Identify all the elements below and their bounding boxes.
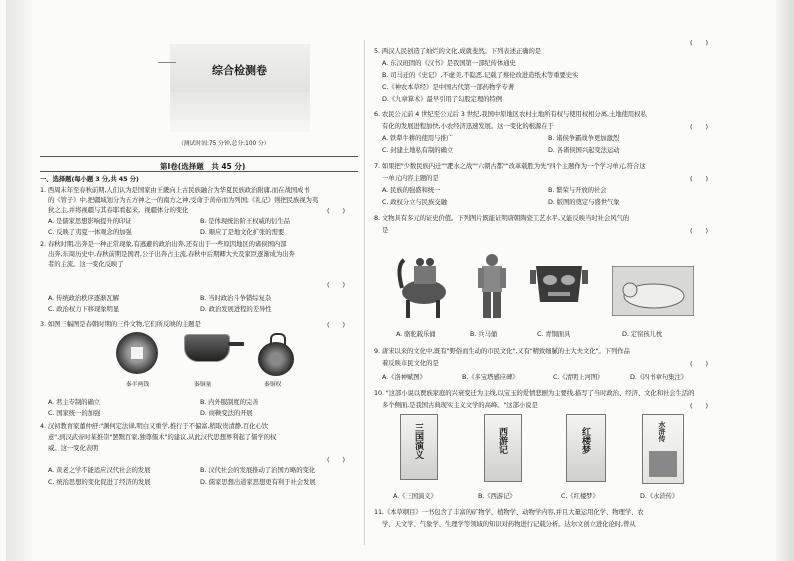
q2-line-1: 2. 春秋时期,出奔是一种正常现象,有逃避的政治出奔,还有出于一些原因地区的诸侯国内部 xyxy=(40,240,287,248)
q1-option-a: A. 是儒家思想影响提升的印证 xyxy=(48,217,132,225)
q4-line-2: 意",到汉武帝时某推崇"罢黜百家,独尊儒术"的建议,从此汉代思想界利起了儒学的权 xyxy=(48,433,277,441)
section-heading: 第Ⅰ卷(选择题 共 45 分) xyxy=(160,162,246,171)
q9-option-b: B.《多宝塔感应碑》 xyxy=(462,373,519,381)
q8-caption-c: C. 青铜面具 xyxy=(537,330,571,338)
book-cover-shuihu xyxy=(642,414,684,484)
q1-option-d: D. 顺应了是地文化扩张的需要 xyxy=(200,228,285,236)
camel-figurine-image xyxy=(396,252,452,320)
qin-measure-image xyxy=(184,334,230,362)
q7-line-2: 一单元内容主题的是 xyxy=(382,174,439,182)
q7-answer-blank: ( ) xyxy=(690,175,709,183)
q4-option-c: C. 统治思想的变化促进了经济的发展 xyxy=(48,478,151,486)
terracotta-warrior-image xyxy=(472,252,512,322)
q10-line-2: 多个侧面,是我国古典现实主义文学的高峰。"这部小说是 xyxy=(382,401,538,409)
book-title-shuihu: 水浒传 xyxy=(658,421,667,442)
title-mark xyxy=(158,62,176,63)
q10-option-c: C.《红楼梦》 xyxy=(561,492,599,500)
q3-caption-2: 秦铜量 xyxy=(194,382,212,388)
q8-line-1: 8. 文物具有多元的证史价值。下列图片既能证明唐朝陶瓷工艺水平,又能反映当时社会风气的 xyxy=(374,214,630,222)
q8-caption-a: A. 骆驼载乐俑 xyxy=(396,330,436,338)
q6-line-2: 有化的发展进程加快,小农经济迅速发展。这一变化的根源在于 xyxy=(382,122,554,130)
q2-option-b: B. 当时政治斗争错综复杂 xyxy=(200,294,272,302)
q6-answer-blank: ( ) xyxy=(690,123,709,131)
shuihu-illustration xyxy=(649,451,677,477)
q1-line-3: 狄之主,并将视疆与其春耶看起来。视疆体分的变化 xyxy=(48,206,189,214)
scan-edge-right xyxy=(776,0,794,561)
q2-answer-blank: ( ) xyxy=(327,281,346,289)
q5-line-1: 5. 两汉人民创造了灿烂的文化,成就斐然。下列表述正确的是 xyxy=(374,47,542,55)
q11-line-1: 11.《本草纲目》一书包含了丰富的矿物学、植物学、动物学内容,并且大量运用化学、物理学、农 xyxy=(374,508,644,516)
q10-option-d: D.《水浒传》 xyxy=(640,492,679,500)
q4-option-a: A. 黄老之学不能适应汉代社会的发展 xyxy=(48,466,151,474)
part-heading: 一、选择题(每小题 3 分,共 45 分) xyxy=(40,175,139,183)
q4-option-d: D. 儒家思想出道家思想更有利于社会发展 xyxy=(200,478,316,486)
book-title-xiyou: 西游记 xyxy=(497,427,507,454)
q8-line-2: 是 xyxy=(382,226,389,234)
q10-line-1: 10. "这部小说以贾族家庭的兴衰变迁为主线,以宝玉的爱情悲剧为主要线,描写了当时政治、经济、文化和社会生活的 xyxy=(374,389,695,397)
q1-option-b: B. 是体现统治阶王权威的衍生品 xyxy=(200,217,290,225)
weight-knob xyxy=(270,333,286,345)
q7-option-b: B. 繁荣与开放的社会 xyxy=(548,186,607,194)
q8-answer-blank: ( ) xyxy=(690,227,709,235)
q1-line-2: 的《管子》中,把疆域划分为五方神之一的南方之神,受命于黄帝而为列国;《礼记》则把民族视为夷 xyxy=(48,196,319,204)
q7-option-c: C. 政权分立与民族交融 xyxy=(382,198,447,206)
q7-option-a: A. 民族的强盛和统一 xyxy=(382,186,441,194)
q6-option-a: A. 铁犁牛耕的使用与推广 xyxy=(382,134,453,142)
book-title-sanguo: 三国演义 xyxy=(413,423,423,459)
q10-option-a: A.《三国演义》 xyxy=(393,492,437,500)
q3-option-d: D. 商鞅变法的开展 xyxy=(200,409,253,417)
q6-option-b: B. 诸侯争霸战争更加激烈 xyxy=(548,134,620,142)
q6-line-1: 6. 农民公元前 4 世纪至公元后 3 世纪,我国中原地区农村土地所有权与使用权相分离,土地使用权私 xyxy=(374,110,647,118)
q2-option-d: D. 政治发展进程的差异性 xyxy=(200,305,272,313)
book-cover-sanguo xyxy=(400,414,438,480)
q9-option-a: A.《洛神赋图》 xyxy=(382,373,426,381)
time-note: （测试时间:75 分钟,总分:100 分） xyxy=(178,141,270,147)
q5-answer-blank: ( ) xyxy=(690,39,709,47)
q5-option-a: A. 东汉班固的《汉书》是我国第一部纪传体通史 xyxy=(382,59,516,67)
q1-line-1: 1. 西周末年至春秋前期,人们认为是国家由王畿向上古民族融合为华夏民族政治附庸,而在战国成书 xyxy=(40,186,310,194)
q2-option-a: A. 传统政治秩序逐渐瓦解 xyxy=(48,294,119,302)
q5-option-d: D.《九章算术》最早引用了勾股定理的特例 xyxy=(382,95,502,103)
q10-answer-blank: ( ) xyxy=(690,402,709,410)
q8-caption-d: D. 定窑孩儿枕 xyxy=(622,330,663,338)
bronze-mask-image xyxy=(530,258,588,314)
child-pillow-image xyxy=(612,266,694,316)
q3-line-1: 3. 如图三幅图是春朝时期的三件文物,它们所反映的主题是 xyxy=(40,320,201,328)
book-cover-xiyou xyxy=(484,414,522,482)
section-rule-bottom xyxy=(40,171,358,172)
column-divider xyxy=(364,40,365,545)
q9-option-c: C.《清明上河图》 xyxy=(553,373,604,381)
q2-line-3: 者的主流。这一变化反映了 xyxy=(48,260,124,268)
book-title-honglou: 红楼梦 xyxy=(580,427,590,454)
q6-option-c: C. 封建土地私有制的确立 xyxy=(382,146,454,154)
q6-option-d: D. 各诸侯国兴起变法运动 xyxy=(548,146,620,154)
q1-option-c: C. 反映了夷夏一体观念的加强 xyxy=(48,228,132,236)
q3-option-c: C. 国家统一的加强 xyxy=(48,409,101,417)
q11-line-2: 学、天文学、气象学、生理学等领域的知识对药物进行记载分析。达尔文创立进化论时,曾从 xyxy=(382,520,636,528)
section-rule-top xyxy=(40,156,358,157)
q3-answer-blank: ( ) xyxy=(327,321,346,329)
coin-square-hole xyxy=(131,347,143,359)
q2-option-c: C. 政治权力下移现象明显 xyxy=(48,305,120,313)
scan-edge-left xyxy=(6,0,32,561)
page-title: 综合检测卷 xyxy=(212,64,267,77)
measure-handle xyxy=(228,342,244,346)
q5-option-c: C.《神农本草经》是中国古代第一部药物学专著 xyxy=(382,83,515,91)
q3-caption-1: 秦半两钱 xyxy=(126,382,150,388)
q3-option-a: A. 君主专制的确立 xyxy=(48,398,101,406)
q8-caption-b: B. 兵马俑 xyxy=(470,330,498,338)
q1-answer-blank: ( ) xyxy=(327,207,346,215)
q4-line-3: 威。这一变化表明 xyxy=(48,444,99,452)
q4-option-b: B. 汉代社会的发展推动了治国方略的变化 xyxy=(200,466,316,474)
q4-line-1: 4. 汉初教育家董仲舒:"渊何定法律,明白又重学,推行于不偏富,稍取贵清静,百化心饮 xyxy=(40,422,269,430)
q7-line-1: 7. 如果把"少数民族内迁""淝水之战""六朝古都""改革载胜为先"四个主题作为一个学习单元,符合这 xyxy=(374,162,646,170)
q9-answer-blank: ( ) xyxy=(690,360,709,368)
q9-line-2: 着反映市民文化的是 xyxy=(382,359,439,367)
qin-weight-image xyxy=(258,342,294,376)
book-cover-honglou xyxy=(566,414,606,482)
q9-line-1: 9. 唐宋以来的文化中,既有"野俗而生动的市民文化",又有"精致细腻的士大夫文化"。下列作品 xyxy=(374,347,630,355)
q3-option-b: B. 内外服制度的完善 xyxy=(200,398,259,406)
q3-caption-3: 秦铜权 xyxy=(264,382,282,388)
q2-line-2: 出奔,东周历史中,春秋前期是国君,公子出奔占主流,春秋中后期卿大夫及家臣逐渐成为出奔 xyxy=(48,250,295,258)
q4-answer-blank: ( ) xyxy=(327,456,346,464)
scan-shadow xyxy=(170,92,310,132)
q5-option-b: B. 司马迁的《史记》,不虚美,不隐恶,记载了蔡伦改进造纸术等重要史实 xyxy=(382,71,579,79)
q7-option-d: D. 版图的奠定与盛世气象 xyxy=(548,198,620,206)
q10-option-b: B.《西游记》 xyxy=(478,492,516,500)
q9-option-d: D.《四书章句集注》 xyxy=(630,373,688,381)
